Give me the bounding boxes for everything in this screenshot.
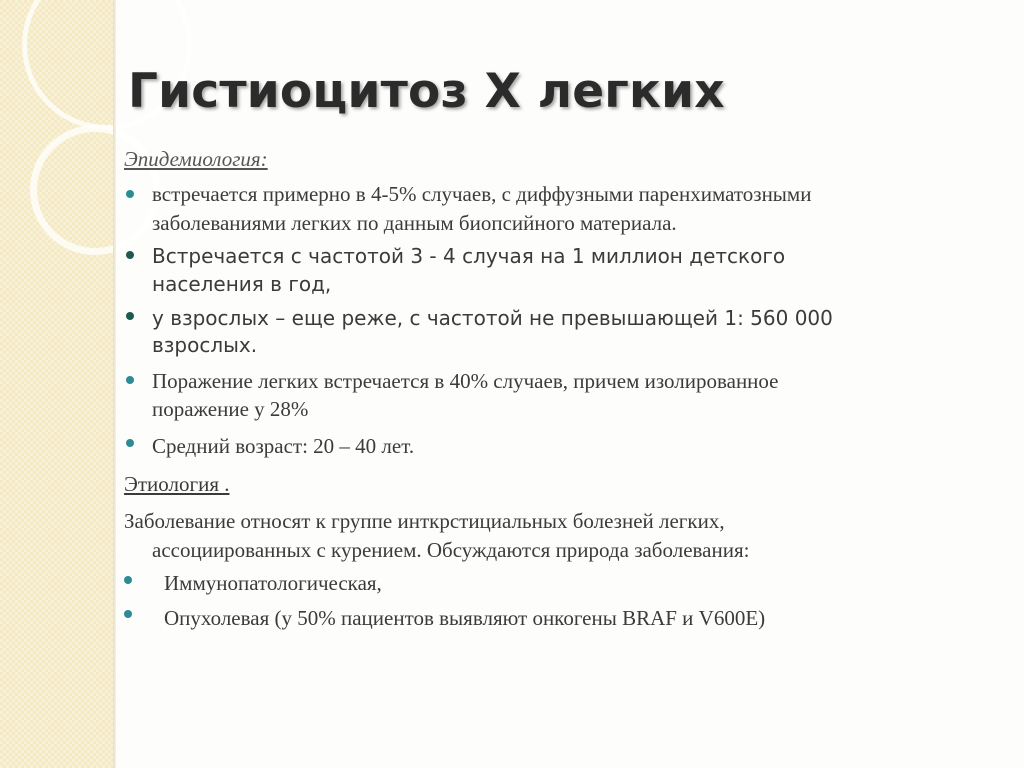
bullet-icon xyxy=(126,251,134,259)
epidemiology-heading: Эпидемиология: xyxy=(124,147,268,171)
etiology-heading: Этиология . xyxy=(124,472,230,496)
bullet-icon xyxy=(124,610,132,618)
etiology-bullet: Опухолевая (у 50% пациентов выявляют онкогены BRAF и V600E) xyxy=(164,606,766,630)
bullet-line: у взрослых – еще реже, с частотой не превышающей 1: 560 000 xyxy=(152,306,833,330)
bullet-line: населения в год, xyxy=(152,272,332,296)
etiology-text: ассоциированных с курением. Обсуждаются природа заболевания: xyxy=(152,538,750,562)
etiology-text: Заболевание относят к группе инткрстициальных болезней легких, xyxy=(124,509,725,533)
bullet-line: поражение у 28% xyxy=(152,397,309,421)
bullet-icon xyxy=(126,376,134,384)
bullet-line: взрослых. xyxy=(152,333,258,357)
bullet-line: встречается примерно в 4-5% случаев, с диффузными паренхиматозными xyxy=(152,182,812,206)
etiology-bullet: Иммунопатологическая, xyxy=(164,571,382,595)
bullet-line: Поражение легких встречается в 40% случаев, причем изолированное xyxy=(152,369,779,393)
sidebar-divider xyxy=(113,0,116,768)
decorative-ring xyxy=(30,125,160,255)
bullet-icon xyxy=(124,576,132,584)
bullet-icon xyxy=(126,312,134,320)
slide-title: Гистиоцитоз Х легких xyxy=(128,64,725,119)
bullet-icon xyxy=(126,439,134,447)
bullet-line: заболеваниями легких по данным биопсийного материала. xyxy=(152,211,677,235)
bullet-line: Средний возраст: 20 – 40 лет. xyxy=(152,434,415,458)
bullet-icon xyxy=(126,190,134,198)
bullet-line: Встречается с частотой 3 - 4 случая на 1 миллион детского xyxy=(152,244,786,268)
